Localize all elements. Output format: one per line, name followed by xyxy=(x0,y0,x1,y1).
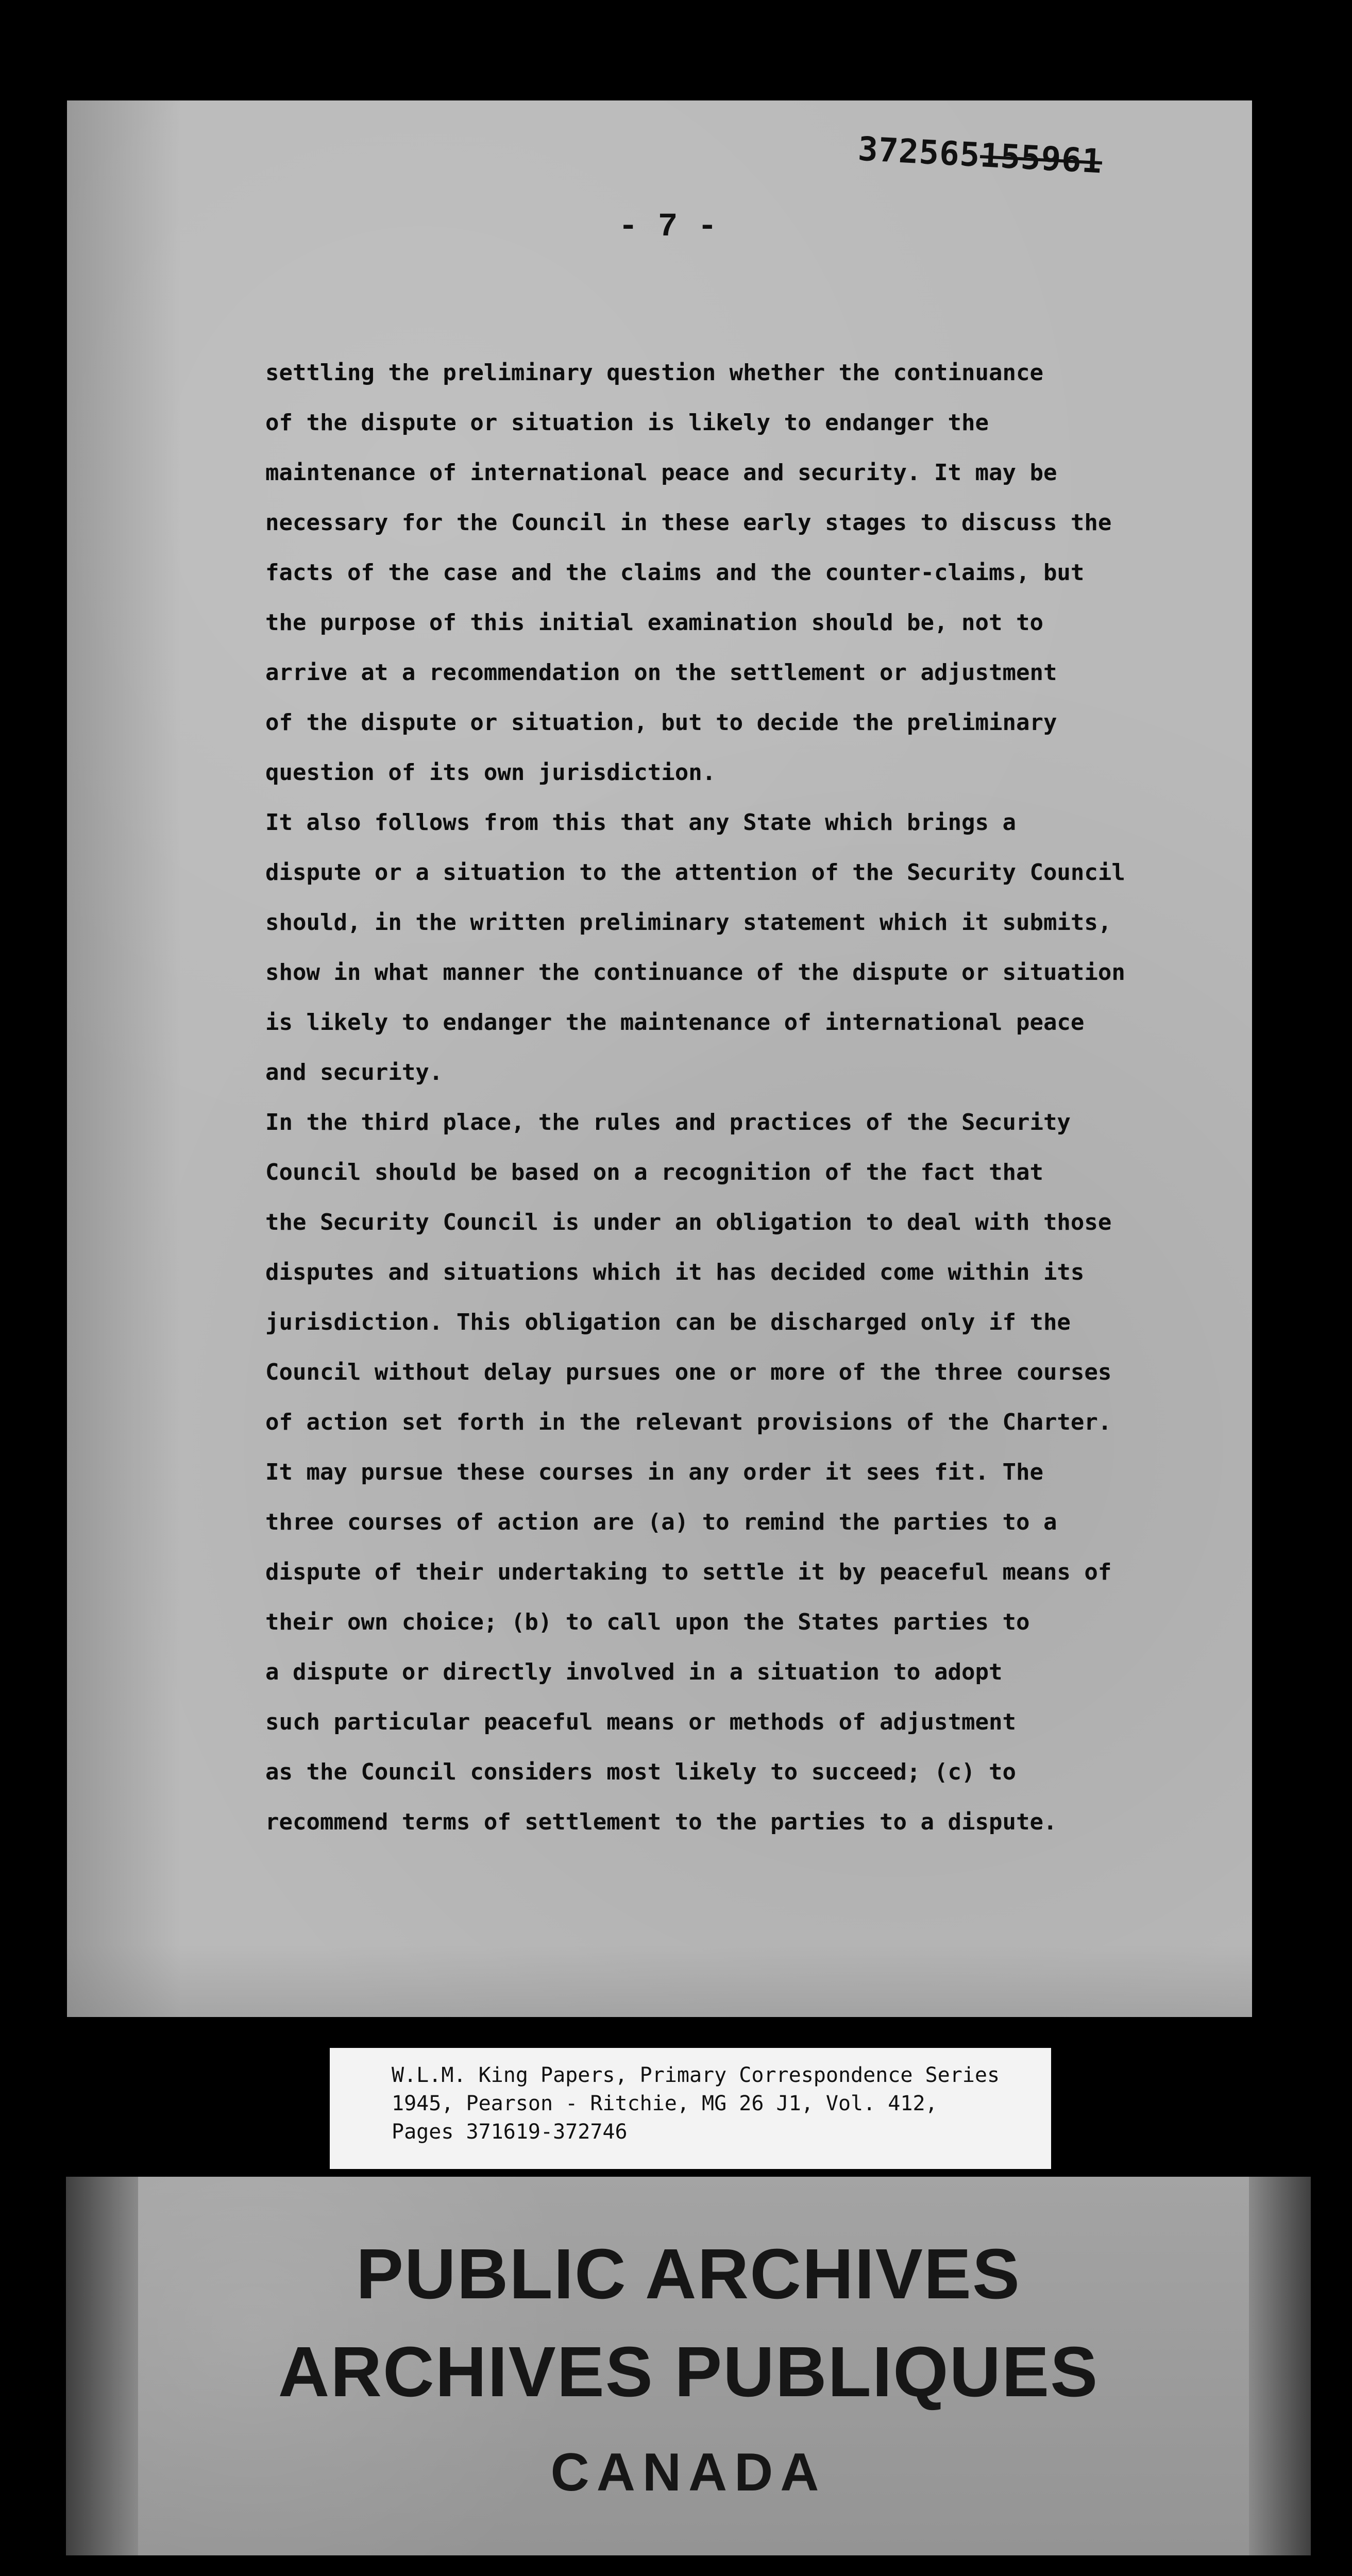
caption-line-pages: Pages 371619-372746 xyxy=(392,2120,628,2144)
text-line: Council should be based on a recognition of the fact that xyxy=(265,1159,1043,1185)
text-line: In the third place, the rules and practices of the Security xyxy=(265,1109,1071,1136)
text-line: should, in the written preliminary statement which it submits, xyxy=(265,909,1112,936)
text-line: dispute or a situation to the attention of the Security Council xyxy=(265,859,1125,886)
caption-line-volume: 1945, Pearson - Ritchie, MG 26 J1, Vol. 412, xyxy=(392,2092,938,2115)
text-line: disputes and situations which it has decided come within its xyxy=(265,1259,1085,1285)
text-line: of the dispute or situation, but to decide the preliminary xyxy=(265,709,1057,736)
typed-body-text xyxy=(265,348,1270,1847)
text-line: Council without delay pursues one or more of the three courses xyxy=(265,1359,1112,1385)
text-line: arrive at a recommendation on the settlement or adjustment xyxy=(265,659,1057,686)
box-title-french: ARCHIVES PUBLIQUES xyxy=(278,2332,1099,2412)
text-line: It may pursue these courses in any order it sees fit. The xyxy=(265,1459,1043,1485)
box-title-english: PUBLIC ARCHIVES xyxy=(356,2234,1021,2314)
box-title-country: CANADA xyxy=(550,2443,826,2502)
page-shadow-left xyxy=(67,100,180,2017)
text-line: three courses of action are (a) to remind the parties to a xyxy=(265,1509,1057,1535)
archives-box-label xyxy=(66,2177,1311,2555)
text-line: and security. xyxy=(265,1059,443,1086)
text-line: question of its own jurisdiction. xyxy=(265,759,716,786)
text-line: the purpose of this initial examination should be, not to xyxy=(265,609,1043,636)
text-line: It also follows from this that any State which brings a xyxy=(265,809,1016,836)
reference-number: 372565 xyxy=(857,130,982,175)
text-line: jurisdiction. This obligation can be discharged only if the xyxy=(265,1309,1071,1335)
reference-number-struck: 155961 xyxy=(979,137,1103,181)
page-shadow-bottom xyxy=(67,1945,1252,2017)
text-line: maintenance of international peace and security. It may be xyxy=(265,460,1057,486)
text-line: recommend terms of settlement to the parties to a dispute. xyxy=(265,1809,1057,1835)
text-line: necessary for the Council in these early stages to discuss the xyxy=(265,510,1112,536)
text-line: show in what manner the continuance of the dispute or situation xyxy=(265,959,1125,986)
text-line: the Security Council is under an obligation to deal with those xyxy=(265,1209,1112,1235)
text-line: as the Council considers most likely to succeed; (c) to xyxy=(265,1759,1016,1785)
page-number: - 7 - xyxy=(618,209,718,246)
document-page xyxy=(67,100,1252,2017)
text-line: of the dispute or situation is likely to endanger the xyxy=(265,410,989,436)
text-line: of action set forth in the relevant provisions of the Charter. xyxy=(265,1409,1112,1435)
text-line: is likely to endanger the maintenance of international peace xyxy=(265,1009,1085,1036)
text-line: facts of the case and the claims and the counter-claims, but xyxy=(265,560,1085,586)
text-line: their own choice; (b) to call upon the States parties to xyxy=(265,1609,1030,1635)
text-line: a dispute or directly involved in a situation to adopt xyxy=(265,1659,1003,1685)
text-line: such particular peaceful means or methods of adjustment xyxy=(265,1709,1016,1735)
text-line: settling the preliminary question whether the continuance xyxy=(265,360,1043,386)
text-line: dispute of their undertaking to settle it by peaceful means of xyxy=(265,1559,1112,1585)
reference-number-stamp xyxy=(857,130,1103,181)
caption-line-collection: W.L.M. King Papers, Primary Correspondence Series xyxy=(392,2063,1000,2087)
archive-caption-card xyxy=(330,2048,1051,2169)
